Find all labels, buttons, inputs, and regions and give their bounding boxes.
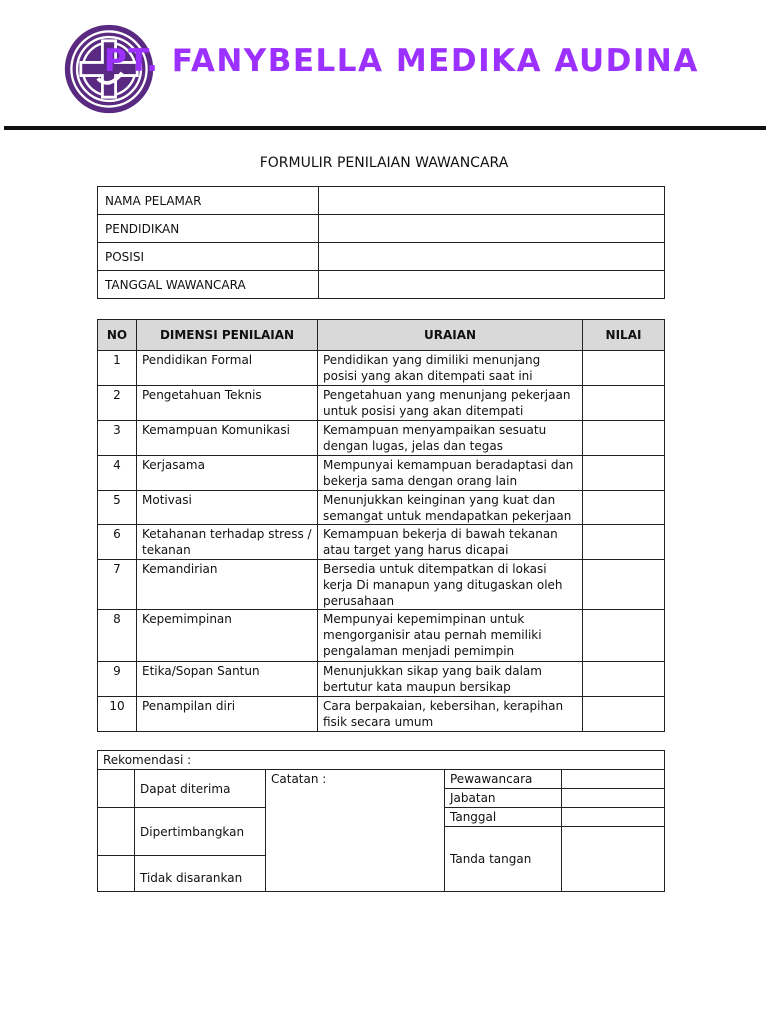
- description-cell: Mempunyai kemampuan beradaptasi dan bekerja sama dengan orang lain: [318, 456, 583, 491]
- table-row: [98, 421, 665, 456]
- column-header-dimension: DIMENSI PENILAIAN: [137, 320, 318, 351]
- option-accept: Dapat diterima: [135, 770, 266, 808]
- score-cell[interactable]: [583, 456, 665, 491]
- row-number: 7: [98, 560, 137, 610]
- option-reject: Tidak disarankan: [135, 856, 266, 892]
- row-number: 2: [98, 386, 137, 421]
- assessment-header-row: [98, 320, 665, 351]
- table-row: [98, 560, 665, 610]
- checkbox-accept[interactable]: [98, 770, 135, 808]
- dimension-cell: Pengetahuan Teknis: [137, 386, 318, 421]
- notes-continuation[interactable]: [266, 856, 445, 892]
- description-cell: Kemampuan menyampaikan sesuatu dengan lugas, jelas dan tegas: [318, 421, 583, 456]
- score-cell[interactable]: [583, 491, 665, 525]
- column-header-score: NILAI: [583, 320, 665, 351]
- table-row: [98, 525, 665, 560]
- applicant-info-table: [97, 186, 665, 299]
- score-cell[interactable]: [583, 421, 665, 456]
- position-label: Jabatan: [445, 789, 562, 808]
- info-row-position: [98, 243, 665, 271]
- dimension-cell: Penampilan diri: [137, 697, 318, 732]
- form-title: FORMULIR PENILAIAN WAWANCARA: [259, 155, 509, 171]
- score-cell[interactable]: [583, 610, 665, 662]
- interviewer-label: Pewawancara: [445, 770, 562, 789]
- table-row: [98, 697, 665, 732]
- dimension-cell: Kemampuan Komunikasi: [137, 421, 318, 456]
- company-name: PT. FANYBELLA MEDIKA AUDINA: [104, 43, 699, 79]
- header-divider: [4, 126, 766, 130]
- info-row-name: [98, 187, 665, 215]
- description-cell: Bersedia untuk ditempatkan di lokasi kerja Di manapun yang ditugaskan oleh perusahaan: [318, 560, 583, 610]
- row-number: 4: [98, 456, 137, 491]
- table-row: [98, 662, 665, 697]
- description-cell: Pendidikan yang dimiliki menunjang posisi yang akan ditempati saat ini: [318, 351, 583, 386]
- description-cell: Cara berpakaian, kebersihan, kerapihan fisik secara umum: [318, 697, 583, 732]
- score-cell[interactable]: [583, 525, 665, 560]
- interviewer-field[interactable]: [562, 770, 665, 789]
- table-row: [98, 491, 665, 525]
- score-cell[interactable]: [583, 386, 665, 421]
- dimension-cell: Ketahanan terhadap stress / tekanan: [137, 525, 318, 560]
- score-cell[interactable]: [583, 560, 665, 610]
- position-field[interactable]: [319, 243, 665, 271]
- recommendation-heading: Rekomendasi :: [98, 751, 665, 770]
- recommendation-table: [97, 750, 665, 892]
- checkbox-reject[interactable]: [98, 856, 135, 892]
- dimension-cell: Motivasi: [137, 491, 318, 525]
- option-consider: Dipertimbangkan: [135, 808, 266, 856]
- row-number: 6: [98, 525, 137, 560]
- checkbox-consider[interactable]: [98, 808, 135, 856]
- dimension-cell: Kemandirian: [137, 560, 318, 610]
- notes-label: Catatan :: [271, 772, 327, 786]
- info-label: PENDIDIKAN: [98, 215, 319, 243]
- dimension-cell: Kepemimpinan: [137, 610, 318, 662]
- date-field[interactable]: [562, 808, 665, 827]
- table-row: [98, 386, 665, 421]
- description-cell: Menunjukkan sikap yang baik dalam bertutur kata maupun bersikap: [318, 662, 583, 697]
- row-number: 5: [98, 491, 137, 525]
- description-cell: Pengetahuan yang menunjang pekerjaan untuk posisi yang akan ditempati: [318, 386, 583, 421]
- score-cell[interactable]: [583, 662, 665, 697]
- dimension-cell: Pendidikan Formal: [137, 351, 318, 386]
- assessment-table: [97, 319, 665, 732]
- education-field[interactable]: [319, 215, 665, 243]
- name-field[interactable]: [319, 187, 665, 215]
- description-cell: Mempunyai kepemimpinan untuk mengorganisir atau pernah memiliki pengalaman menjadi pemimpin: [318, 610, 583, 662]
- score-cell[interactable]: [583, 351, 665, 386]
- column-header-no: NO: [98, 320, 137, 351]
- table-row: [98, 351, 665, 386]
- column-header-description: URAIAN: [318, 320, 583, 351]
- info-row-date: [98, 271, 665, 299]
- dimension-cell: Kerjasama: [137, 456, 318, 491]
- row-number: 1: [98, 351, 137, 386]
- description-cell: Menunjukkan keinginan yang kuat dan semangat untuk mendapatkan pekerjaan: [318, 491, 583, 525]
- dimension-cell: Etika/Sopan Santun: [137, 662, 318, 697]
- info-row-education: [98, 215, 665, 243]
- info-label: POSISI: [98, 243, 319, 271]
- signature-label: Tanda tangan: [445, 827, 562, 892]
- info-label: TANGGAL WAWANCARA: [98, 271, 319, 299]
- table-row: [98, 456, 665, 491]
- row-number: 9: [98, 662, 137, 697]
- position-sign-field[interactable]: [562, 789, 665, 808]
- notes-field[interactable]: [266, 770, 445, 856]
- table-row: [98, 610, 665, 662]
- score-cell[interactable]: [583, 697, 665, 732]
- date-label: Tanggal: [445, 808, 562, 827]
- interview-date-field[interactable]: [319, 271, 665, 299]
- description-cell: Kemampuan bekerja di bawah tekanan atau target yang harus dicapai: [318, 525, 583, 560]
- row-number: 8: [98, 610, 137, 662]
- signature-field[interactable]: [562, 827, 665, 892]
- row-number: 10: [98, 697, 137, 732]
- info-label: NAMA PELAMAR: [98, 187, 319, 215]
- row-number: 3: [98, 421, 137, 456]
